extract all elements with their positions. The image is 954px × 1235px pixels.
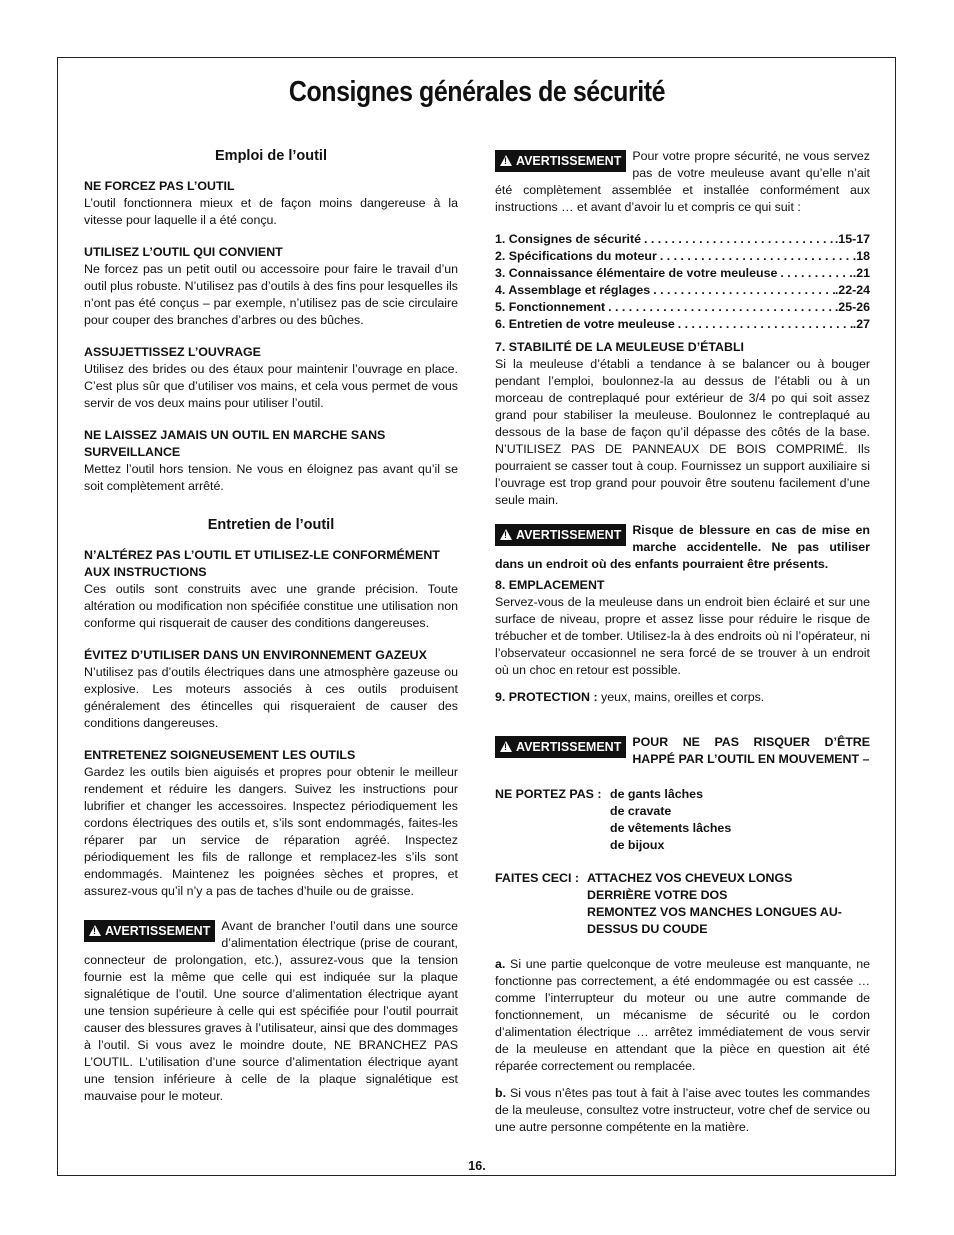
toc-entry: 2. Spécifications du moteur . . . .18 bbox=[495, 248, 870, 265]
section-heading: NE LAISSEZ JAMAIS UN OUTIL EN MARCHE SANS SURVEILLANCE bbox=[84, 428, 386, 459]
section-text: Utilisez des brides ou des étaux pour maintenir l’ouvrage en place. C’est plus sûr que d’utiliser vos mains, et cela vous permet de vous servir de vos deux mains pour utiliser l’outil. bbox=[84, 362, 458, 410]
toc-entry: 4. Assemblage et réglages . . . .22-24 bbox=[495, 282, 870, 299]
warning-paragraph: !AVERTISSEMENT Risque de blessure en cas de mise en marche accidentelle. Ne pas utiliser dans un endroit où des enfants pourraient être présents. bbox=[495, 522, 870, 573]
warning-triangle-icon bbox=[500, 529, 512, 540]
section-text: N’utilisez pas d’outils électriques dans une atmosphère gazeuse ou explosive. Les moteurs associés à ces outils produisent généralement des étincelles qui risqueraient de causer des conditions dangereuses. bbox=[84, 665, 458, 730]
warning-triangle-icon bbox=[500, 155, 512, 166]
warning-badge: !AVERTISSEMENT bbox=[495, 736, 626, 758]
warning-paragraph: !AVERTISSEMENT Pour votre propre sécurité, ne vous servez pas de votre meuleuse avant qu’elle n’ait été complètement assemblée et installée conformément aux instructions … et avant d’avoir lu et compris ce qui suit : bbox=[495, 148, 870, 216]
left-column bbox=[84, 148, 458, 1105]
list-item: REMONTEZ VOS MANCHES LONGUES AU-DESSUS DU COUDE bbox=[587, 905, 842, 936]
page-number: 16. bbox=[468, 1159, 486, 1173]
subheading-emploi: Emploi de l’outil bbox=[215, 148, 327, 164]
warning-triangle-icon bbox=[89, 925, 101, 936]
warning-triangle-icon bbox=[500, 741, 512, 752]
toc-entry: 5. Fonctionnement . . . .25-26 bbox=[495, 299, 870, 316]
right-column bbox=[495, 148, 870, 1136]
warning-paragraph: !AVERTISSEMENT POUR NE PAS RISQUER D’ÊTRE HAPPÉ PAR L’OUTIL EN MOUVEMENT – bbox=[495, 734, 870, 768]
paragraph-a: a. Si une partie quelconque de votre meuleuse est manquante, ne fonctionne pas correctement, a été endommagée ou est cassée … comme l’interrupteur du moteur ou une autre commande de fonctionnement, un mécanisme de sécurité ou le cordon d’alimentation électrique … arrêtez immédiatement de vous servir de la meuleuse en attendant que la pièce en question ait été réparée correctement ou remplacée. bbox=[495, 957, 870, 1073]
section-text: Gardez les outils bien aiguisés et propres pour obtenir le meilleur rendement et réduire les dangers. Suivez les instructions pour lubrifier et changer les accessoires. Inspectez périodiquement les cordons électriques des outils et, s’ils sont endommagés, faites-les réparer par un service de réparation agréé. Inspectez périodiquement les fils de rallonge et remplacez-les s’ils sont endommagés. Maintenez les poignées sèches et propres, et assurez-vous qu’il n’y a pas de taches d’huile ou de graisse. bbox=[84, 765, 458, 898]
section-text: Si la meuleuse d’établi a tendance à se balancer ou à bouger pendant l’emploi, boulonnez-la au dessus de l’établi ou à un morceau de contreplaqué pour extérieur de 3/4 po qui soit assez grand pour stabiliser la meuleuse. Boulonnez le contreplaqué au dessous de la base de façon qu’il dépasse des côtés de la base. N’UTILISEZ PAS DE PANNEAUX DE BOIS COMPRIMÉ. Ils pourraient se casser tout à coup. Fournissez un support auxiliaire si l’ouvrage est trop grand pour pouvoir être soutenu facilement d’une seule main. bbox=[495, 357, 870, 507]
section-heading: NE FORCEZ PAS L’OUTIL bbox=[84, 179, 235, 193]
list-item: de vêtements lâches bbox=[610, 821, 732, 835]
subheading-entretien: Entretien de l’outil bbox=[207, 517, 335, 533]
page-title: Consignes générales de sécurité bbox=[288, 76, 666, 108]
section-text: Ces outils sont construits avec une grande précision. Toute altération ou modification non spécifiée constitue une utilisation non conforme qui risquerait de causer des conditions dangereuses. bbox=[84, 582, 458, 630]
list-item: ATTACHEZ VOS CHEVEUX LONGS DERRIÈRE VOTRE DOS bbox=[587, 871, 793, 902]
list-item: de gants lâches bbox=[610, 787, 703, 801]
list-item: de cravate bbox=[610, 804, 672, 818]
section-heading: N’ALTÉREZ PAS L’OUTIL ET UTILISEZ-LE CONFORMÉMENT AUX INSTRUCTIONS bbox=[84, 548, 440, 579]
section-heading: ASSUJETTISSEZ L’OUVRAGE bbox=[84, 345, 261, 359]
warning-paragraph: !AVERTISSEMENT Avant de brancher l’outil dans une source d’alimentation électrique (prise de courant, connecteur de prolongation, etc.), assurez-vous que la tension fournie est la même que celle qui est indiquée sur la plaque signalétique de l’outil. Une source d’alimentation électrique ayant une tension supérieure à celle qui est spécifiée pour l’outil pourrait causer des blessures graves à l’utilisateur, ainsi que des dommages à l’outil. Si vous avez le moindre doute, NE BRANCHEZ PAS L’OUTIL. L’utilisation d’une source d’alimentation électrique ayant une tension inférieure à celle de la plaque signalétique est mauvaise pour le moteur. bbox=[84, 918, 458, 1105]
protection-line: 9. PROTECTION : yeux, mains, oreilles et corps. bbox=[495, 690, 765, 704]
warning-badge: !AVERTISSEMENT bbox=[495, 150, 626, 172]
section-text: L’outil fonctionnera mieux et de façon moins dangereuse à la vitesse pour laquelle il a été conçu. bbox=[84, 196, 458, 227]
section-heading: ENTRETENEZ SOIGNEUSEMENT LES OUTILS bbox=[84, 748, 356, 762]
section-heading: ÉVITEZ D’UTILISER DANS UN ENVIRONNEMENT GAZEUX bbox=[84, 648, 427, 662]
toc-entry: 6. Entretien de votre meuleuse . . . .27 bbox=[495, 316, 870, 333]
faites-ceci-list: FAITES CECI : ATTACHEZ VOS CHEVEUX LONGS DERRIÈRE VOTRE DOS REMONTEZ VOS MANCHES LONGUES AU-DESSUS DU COUDE bbox=[495, 870, 870, 938]
section-heading: 7. STABILITÉ DE LA MEULEUSE D’ÉTABLI bbox=[495, 340, 744, 354]
toc-entry: 1. Consignes de sécurité . . . .15-17 bbox=[495, 231, 870, 248]
warning-badge: !AVERTISSEMENT bbox=[495, 524, 626, 546]
section-text: Ne forcez pas un petit outil ou accessoire pour faire le travail d’un outil plus robuste. N’utilisez pas d’outils à des fins pour lesquelles ils n’ont pas été conçus – par exemple, n’utilisez pas de scie circulaire pour couper des branches d’arbres ou des bûches. bbox=[84, 262, 458, 327]
warning-badge: !AVERTISSEMENT bbox=[84, 920, 215, 942]
ne-portez-pas-list: NE PORTEZ PAS : de gants lâches de cravate de vêtements lâches de bijoux bbox=[495, 787, 732, 852]
paragraph-b: b. Si vous n’êtes pas tout à fait à l’aise avec toutes les commandes de la meuleuse, consultez votre instructeur, votre chef de service ou une autre personne compétente en la matière. bbox=[495, 1086, 870, 1134]
section-heading: 8. EMPLACEMENT bbox=[495, 578, 605, 592]
toc-entry: 3. Connaissance élémentaire de votre meuleuse . . . .21 bbox=[495, 265, 870, 282]
section-heading: UTILISEZ L’OUTIL QUI CONVIENT bbox=[84, 245, 283, 259]
section-text: Servez-vous de la meuleuse dans un endroit bien éclairé et sur une surface de niveau, propre et assez lisse pour réduire le risque de trébucher et de tomber. Utilisez-la à des endroits où ni l’opérateur, ni l’observateur occasionnel ne sera forcé de se trouver à un endroit où un choc en retour est possible. bbox=[495, 595, 870, 677]
list-item: de bijoux bbox=[610, 838, 665, 852]
section-text: Mettez l’outil hors tension. Ne vous en éloignez pas avant qu’il se soit complètement arrêté. bbox=[84, 462, 458, 493]
